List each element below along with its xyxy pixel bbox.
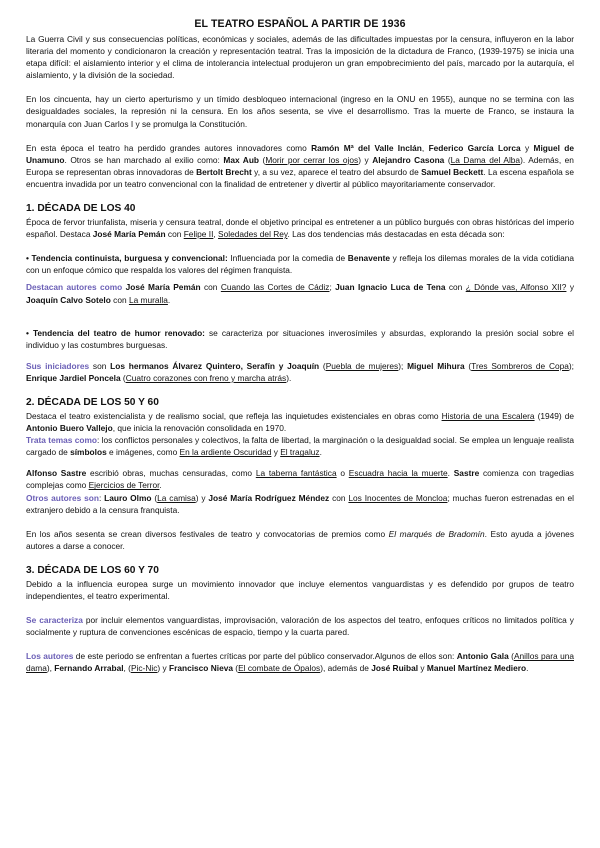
section-heading-2: 2. DÉCADA DE LOS 50 Y 60 <box>26 396 159 408</box>
highlight-label: Se caracteriza <box>26 615 83 626</box>
author-name: Joaquín Calvo Sotelo <box>26 294 111 305</box>
page-title: EL TEATRO ESPAÑOL A PARTIR DE 1936 <box>194 18 406 30</box>
author-name: José María Pemán <box>125 282 201 293</box>
author-name: Sastre <box>453 468 480 479</box>
text: : <box>98 492 105 503</box>
section3-paragraph-1: Debido a la influencia europea surge un movimiento innovador que incluye elementos vanguardistas y es defendido por grupos de teatro independientes, el teatro experimental. <box>26 578 574 601</box>
tendency-1-paragraph <box>26 252 574 276</box>
text: ), <box>46 663 55 674</box>
text: ( <box>120 372 126 383</box>
text: y <box>566 282 574 293</box>
section-heading-1: 1. DÉCADA DE LOS 40 <box>26 203 136 215</box>
prize-name: El marqués de Bradomín <box>388 528 485 539</box>
text: y <box>271 447 281 458</box>
text: ( <box>508 651 514 662</box>
work-title: Ejercicios de Terror <box>88 480 160 491</box>
text: En esta época el teatro ha perdido grandes autores innovadores como <box>26 142 312 153</box>
text: (1949) de <box>534 410 574 421</box>
text: e imágenes, como <box>106 447 180 458</box>
work-title: Escuadra hacia la muerte <box>348 468 448 479</box>
author-name: Ramón Mª del Valle Inclán <box>311 142 422 153</box>
work-title: La muralla <box>128 294 168 305</box>
intro-paragraph-1: La Guerra Civil y sus consecuencias políticas, económicas y sociales, además de las dificultades impuestas por la censura, influyeron en la labor literaria del momento y condicionaron la creación y representación teatral. Tras la imposición de la dictadura de Franco, (1939-1975) se inicia una etapa difícil: el aislamiento interior y el clima de intolerancia intelectual produjeron un gran empobrecimiento del país, marcado por la autarquía, el aislamiento, y la división de la sociedad. <box>26 34 574 81</box>
text: ). Además, en Europa se representan obras innovadoras de <box>26 154 574 177</box>
author-name: Bertolt Brecht <box>196 166 252 177</box>
author-name: José Ruibal <box>371 663 419 674</box>
text: escribió obras, muchas censuradas, como <box>86 468 256 479</box>
work-title: Felipe II <box>183 229 214 240</box>
highlight-label: Destacan autores como <box>26 282 123 293</box>
text: con <box>445 282 466 293</box>
highlight-label: Trata temas como <box>26 435 98 446</box>
text: con <box>329 492 349 503</box>
work-title: Los Inocentes de Moncloa <box>348 492 448 503</box>
author-name: Max Aub <box>223 154 260 165</box>
text: . <box>167 294 171 305</box>
tendency-label: • Tendencia del teatro de humor renovado: <box>26 327 205 338</box>
section2-paragraph-2 <box>26 434 574 458</box>
text: ), además de <box>320 663 372 674</box>
text: . La escena española se encuentra invadida por un teatro convencional con la finalidad de entretener y divertir al público mayoritariamente conservador. <box>26 166 574 189</box>
text: ( <box>232 663 239 674</box>
text: , que inicia la renovación consolidada en 1970. <box>112 423 287 434</box>
text: son <box>89 360 111 371</box>
author-name: Alejandro Casona <box>372 154 445 165</box>
work-title: El combate de Ópalos <box>238 663 321 674</box>
text: con <box>200 282 221 293</box>
text: . <box>447 468 454 479</box>
text: y refleja los dilemas morales de la vida cotidiana con un enfoque cómico que respalda los valores del régimen franquista. <box>26 253 574 276</box>
work-title: ¿ Dónde vas, Alfonso XII? <box>465 282 567 293</box>
text: , <box>213 229 219 240</box>
text: con <box>110 294 129 305</box>
text: . Esto ayuda a jóvenes autores a darse a conocer. <box>26 528 574 551</box>
text: ); <box>568 360 574 371</box>
work-title: Historia de una Escalera <box>441 410 535 421</box>
text: por incluir elementos vanguardistas, improvisación, valoración de los aspectos del teatro, enfoques críticos no limitados política y socialmente y ruptura de convenciones escénicas de espacio, tiempo y la cuarta pared. <box>26 615 574 638</box>
text: . Otros se han marchado al exilio como: <box>64 154 224 165</box>
text: ; muchas fueron estrenadas en el extranjero debido a la censura franquista. <box>26 492 575 515</box>
author-name: Antonio Gala <box>456 651 509 662</box>
text: ); <box>398 360 408 371</box>
section3-paragraph-2 <box>26 614 574 638</box>
author-name: Fernando Arrabal <box>54 663 124 674</box>
text: Influenciada por la comedia de <box>227 253 348 264</box>
text: En los años sesenta se crean diversos festivales de teatro y convocatorias de premios como <box>26 528 389 539</box>
author-name: Federico García Lorca <box>428 142 521 153</box>
work-title: La taberna fantástica <box>255 468 337 479</box>
text: ( <box>259 154 266 165</box>
author-name: Miguel Mihura <box>407 360 465 371</box>
section3-paragraph-3 <box>26 650 574 674</box>
text: o <box>336 468 349 479</box>
work-title: El tragaluz <box>280 447 320 458</box>
text: . <box>319 447 322 458</box>
text: ( <box>151 492 158 503</box>
text: , ( <box>123 663 131 674</box>
highlight-label: Los autores <box>26 651 74 662</box>
text: Época de fervor triunfalista, miseria y censura teatral, donde el objetivo principal es entretener a un público burgués con obras históricas del imperio español. Destaca <box>26 217 574 240</box>
author-name: Enrique Jardiel Poncela <box>26 372 121 383</box>
author-name: Benavente <box>347 253 390 264</box>
work-title: La camisa <box>157 492 196 503</box>
intro-paragraph-2: En los cincuenta, hay un cierto aperturismo y un tímido desbloqueo internacional (ingreso en la ONU en 1955), aunque no se termina con las desigualdades sociales, la represión ni la censura. En los años sesenta, se vive el desarrollismo. Tras la muerte de Franco, se instaura la monarquía con Juan Carlos I y se promulga la Constitución. <box>26 94 574 129</box>
text: , <box>421 142 429 153</box>
work-title: En la ardiente Oscuridad <box>179 447 272 458</box>
text: ). <box>286 372 292 383</box>
text: ) y <box>195 492 209 503</box>
work-title: Puebla de mujeres <box>325 360 399 371</box>
text: . <box>526 663 529 674</box>
work-title: Cuando las Cortes de Cádiz <box>220 282 330 293</box>
text: Destaca el teatro existencialista y de realismo social, que refleja las inquietudes existenciales en obras como <box>26 410 442 421</box>
text: se caracteriza por situaciones inverosímiles y absurdas, explorando la presión social sobre el individuo y las costumbres burguesas. <box>26 327 574 350</box>
text: . Las dos tendencias más destacadas en esta década son: <box>287 229 505 240</box>
section2-paragraph-5 <box>26 528 574 552</box>
authors-paragraph-2 <box>26 360 574 384</box>
work-title: Tres Sombreros de Copa <box>471 360 569 371</box>
text: ) y <box>358 154 373 165</box>
work-title: Soledades del Rey <box>218 229 288 240</box>
work-title: Anillos para una dama <box>26 651 574 674</box>
section2-paragraph-4 <box>26 492 574 516</box>
text: comienza con tragedias complejas como <box>26 468 574 491</box>
author-name: Samuel Beckett <box>421 166 484 177</box>
text: ; <box>329 282 336 293</box>
work-title: Morir por cerrar los ojos <box>265 154 359 165</box>
highlight-label: Otros autores son <box>26 492 99 503</box>
author-name: Miguel de Unamuno <box>26 142 575 165</box>
tendency-2-paragraph <box>26 327 574 351</box>
author-name: Los hermanos Álvarez Quintero, Serafín y Joaquín <box>110 360 320 371</box>
bold-term: símbolos <box>70 447 107 458</box>
text: y <box>520 142 534 153</box>
authors-paragraph-1 <box>26 281 574 305</box>
author-name: José María Pemán <box>92 229 166 240</box>
author-name: Juan Ignacio Luca de Tena <box>335 282 446 293</box>
text: ( <box>444 154 451 165</box>
text: : los conflictos personales y colectivos, la falta de libertad, la marginación o la desigualdad social. Se emplea un lenguaje realista cargado de <box>26 435 574 458</box>
section2-paragraph-3 <box>26 467 574 491</box>
document-page <box>26 18 574 674</box>
text: ( <box>319 360 326 371</box>
author-name: Lauro Olmo <box>104 492 152 503</box>
section1-paragraph-1 <box>26 216 574 240</box>
author-name: Manuel Martínez Mediero <box>426 663 527 674</box>
tendency-label: • Tendencia continuista, burguesa y convencional: <box>26 253 228 264</box>
text: y <box>418 663 427 674</box>
text: con <box>165 229 184 240</box>
text: y, a su vez, aparece el teatro del absurdo de <box>251 166 422 177</box>
author-name: Antonio Buero Vallejo <box>26 423 113 434</box>
work-title: La Dama del Alba <box>450 154 521 165</box>
author-name: Alfonso Sastre <box>26 468 87 479</box>
author-name: José María Rodríguez Méndez <box>208 492 330 503</box>
text: ) y <box>157 663 169 674</box>
section2-paragraph-1 <box>26 410 574 434</box>
author-name: Francisco Nieva <box>168 663 233 674</box>
section-heading-3: 3. DÉCADA DE LOS 60 Y 70 <box>26 564 159 576</box>
text: . <box>159 480 162 491</box>
work-title: Cuatro corazones con freno y marcha atrás <box>125 372 287 383</box>
intro-paragraph-3 <box>26 142 574 190</box>
text: ( <box>464 360 472 371</box>
work-title: Pic-Nic <box>130 663 158 674</box>
text: de este periodo se enfrentan a fuertes críticas por parte del público conservador.Algunos de ellos son: <box>73 651 457 662</box>
highlight-label: Sus iniciadores <box>26 360 90 371</box>
